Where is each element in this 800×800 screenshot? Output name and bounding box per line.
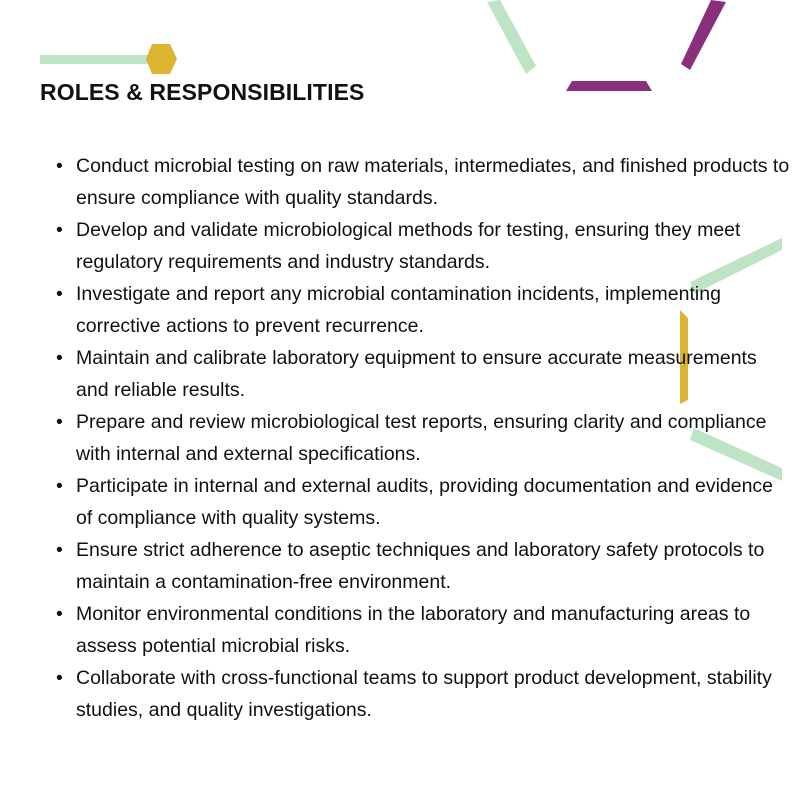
bullet-icon: • xyxy=(56,283,63,305)
bullet-icon: • xyxy=(56,411,63,433)
list-item xyxy=(56,470,792,534)
list-item-text: Develop and validate microbiological methods for testing, ensuring they meet regulatory requirements and industry standards. xyxy=(76,219,741,273)
bullet-icon: • xyxy=(56,347,63,369)
list-item-text: Conduct microbial testing on raw materials, intermediates, and finished products to ensure compliance with quality standards. xyxy=(76,155,790,209)
list-item xyxy=(56,406,792,470)
list-item xyxy=(56,534,792,598)
bullet-icon: • xyxy=(56,603,63,625)
list-item xyxy=(56,598,792,662)
decor-purple-bar-top xyxy=(566,81,652,91)
list-item-text: Monitor environmental conditions in the laboratory and manufacturing areas to assess potential microbial risks. xyxy=(76,603,751,657)
decor-mint-stroke-top xyxy=(487,0,536,74)
list-item-text: Collaborate with cross-functional teams to support product development, stability studies, and quality investigations. xyxy=(76,667,772,721)
list-item xyxy=(56,662,792,726)
list-item-text: Prepare and review microbiological test reports, ensuring clarity and compliance with internal and external specifications. xyxy=(76,411,767,465)
list-item-text: Ensure strict adherence to aseptic techniques and laboratory safety protocols to maintain a contamination-free environment. xyxy=(76,539,765,593)
list-item xyxy=(56,150,792,214)
bullet-icon: • xyxy=(56,539,63,561)
list-item-text: Maintain and calibrate laboratory equipment to ensure accurate measurements and reliable results. xyxy=(76,347,757,401)
bullet-icon: • xyxy=(56,667,63,689)
decor-purple-stroke-top xyxy=(681,0,726,70)
bullet-icon: • xyxy=(56,155,63,177)
list-item-text: Investigate and report any microbial contamination incidents, implementing corrective actions to prevent recurrence. xyxy=(76,283,721,337)
bullet-icon: • xyxy=(56,475,63,497)
title-accent-line xyxy=(40,55,152,64)
responsibilities-list xyxy=(56,150,792,726)
list-item xyxy=(56,214,792,278)
list-item xyxy=(56,342,792,406)
section-title: ROLES & RESPONSIBILITIES xyxy=(40,79,365,105)
title-accent-hexagon xyxy=(146,44,177,74)
list-item-text: Participate in internal and external audits, providing documentation and evidence of compliance with quality systems. xyxy=(76,475,774,529)
list-item xyxy=(56,278,792,342)
bullet-icon: • xyxy=(56,219,63,241)
